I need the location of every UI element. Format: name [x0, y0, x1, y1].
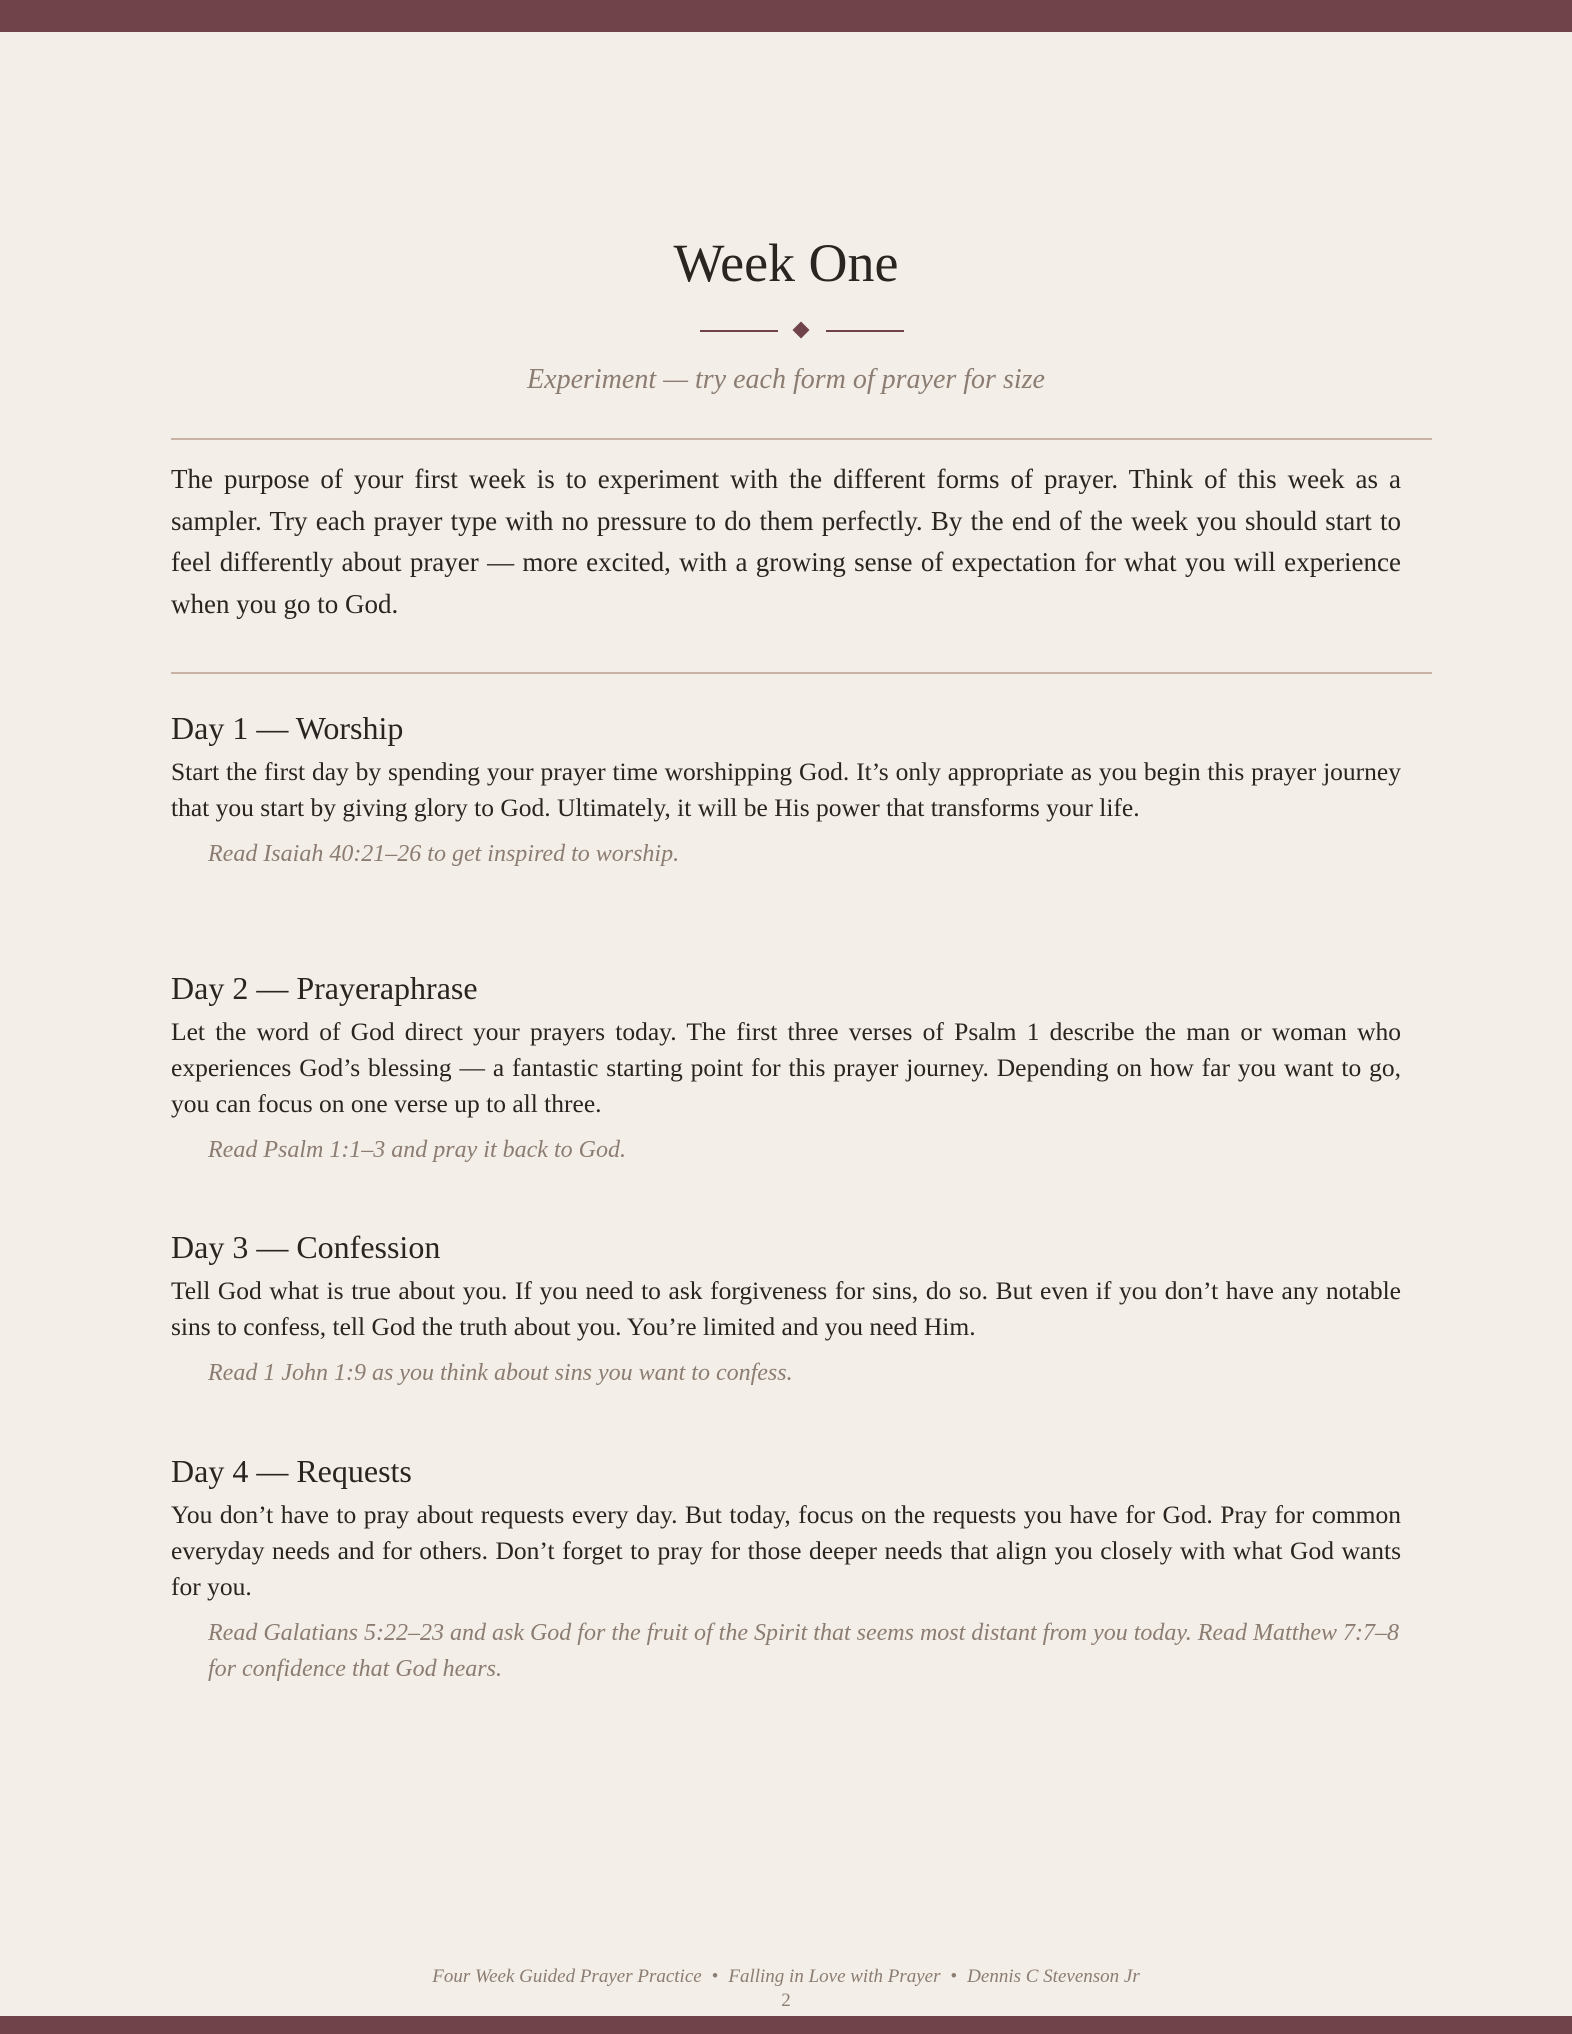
- page-title: Week One: [673, 233, 899, 293]
- day-reading: Read Psalm 1:1–3 and pray it back to God.: [208, 1137, 626, 1163]
- day-1-section: [171, 706, 1401, 872]
- day-body: You don’t have to pray about requests every day. But today, focus on the requests you have for God. Pray for common everyday needs and for others. Don’t forget to pray for those deeper needs that align you closely with what God wants for you.: [171, 1500, 1401, 1601]
- day-heading: Day 4 — Requests: [171, 1453, 412, 1489]
- footer-book-series: Four Week Guided Prayer Practice: [432, 1966, 702, 1987]
- day-heading: Day 3 — Confession: [171, 1229, 441, 1265]
- day-body: Let the word of God direct your prayers today. The first three verses of Psalm 1 describe the man or woman who experiences God’s blessing — a fantastic starting point for this prayer journey. Depending on how far you want to go, you can focus on one verse up to all three.: [171, 1017, 1401, 1118]
- day-3-section: [171, 1225, 1401, 1391]
- footer-author: Dennis C Stevenson Jr: [967, 1966, 1140, 1987]
- day-heading: Day 2 — Prayeraphrase: [171, 970, 478, 1006]
- bottom-color-band: [0, 2016, 1572, 2034]
- day-body: Start the first day by spending your prayer time worshipping God. It’s only appropriate as you begin this prayer journey that you start by giving glory to God. Ultimately, it will be His power that transforms your life.: [171, 757, 1401, 822]
- page-subtitle: Experiment — try each form of prayer for size: [527, 364, 1045, 395]
- ornament-line-left: [700, 330, 778, 332]
- ornament-line-right: [826, 330, 904, 332]
- diamond-icon: [793, 322, 810, 339]
- footer-separator: •: [711, 1966, 719, 1987]
- page-number: 2: [781, 1990, 791, 2011]
- day-heading: Day 1 — Worship: [171, 710, 404, 746]
- divider-bottom: [171, 672, 1432, 674]
- top-color-band: [0, 0, 1572, 32]
- day-body: Tell God what is true about you. If you need to ask forgiveness for sins, do so. But even if you don’t have any notable sins to confess, tell God the truth about you. You’re limited and you need Him.: [171, 1276, 1401, 1341]
- day-4-section: [171, 1449, 1401, 1687]
- footer-separator: •: [950, 1966, 958, 1987]
- day-reading: Read Isaiah 40:21–26 to get inspired to worship.: [208, 841, 680, 867]
- day-reading: Read Galatians 5:22–23 and ask God for the fruit of the Spirit that seems most distant from you today. Read Matthew 7:7–8 for confidence that God hears.: [208, 1620, 1400, 1682]
- intro-paragraph: The purpose of your first week is to experiment with the different forms of prayer. Think of this week as a sampler. Try each prayer type with no pressure to do them perfectly. By the end of the week you should start to feel differently about prayer — more excited, with a growing sense of expectation for what you will experience when you go to God.: [171, 464, 1401, 619]
- divider-top: [171, 438, 1432, 440]
- footer-book-title: Falling in Love with Prayer: [728, 1966, 941, 1987]
- title-ornament: [700, 324, 904, 338]
- day-reading: Read 1 John 1:9 as you think about sins you want to confess.: [208, 1360, 793, 1386]
- day-2-section: [171, 966, 1401, 1168]
- page-footer: [0, 1964, 1572, 1990]
